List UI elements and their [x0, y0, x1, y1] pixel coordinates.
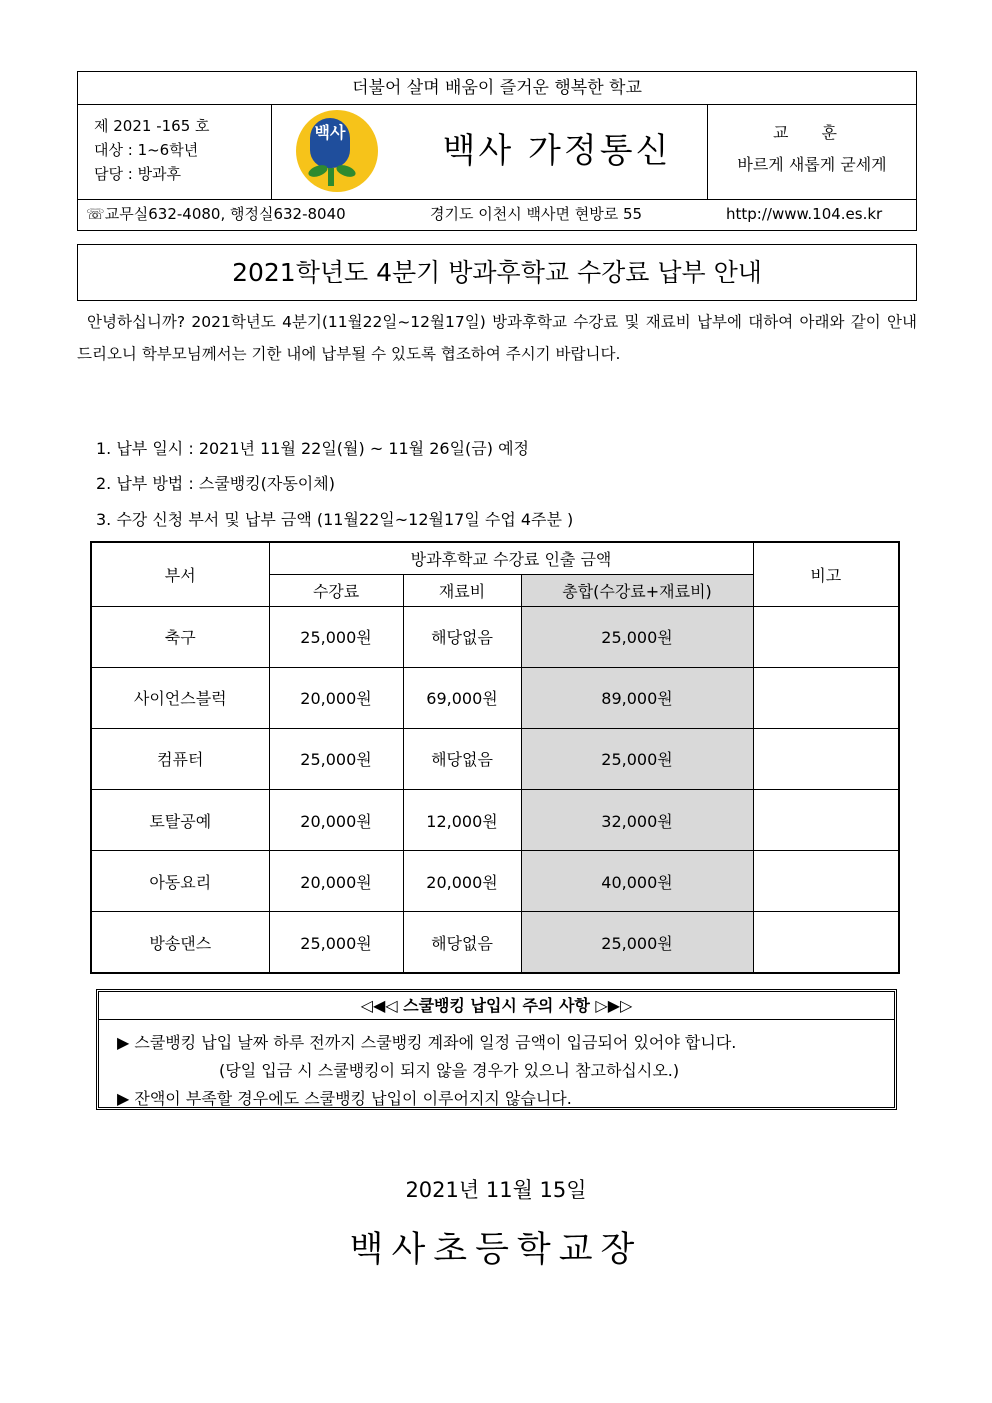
- motto-value: 바르게 새롭게 굳세게: [737, 155, 887, 174]
- payment-amount-item: 3. 수강 신청 부서 및 납부 금액 (11월22일~12월17일 수업 4주분 ): [96, 510, 574, 529]
- cell-total: 32,000원: [521, 790, 753, 851]
- divider: [99, 1019, 894, 1020]
- leaf-icon: [335, 163, 357, 179]
- caution-note: (당일 입금 시 스쿨뱅킹이 되지 않을 경우가 있으니 참고하십시오.): [219, 1061, 680, 1080]
- header-note: 비고: [753, 542, 899, 606]
- cell-total: 25,000원: [521, 728, 753, 789]
- school-url[interactable]: http://www.104.es.kr: [726, 205, 883, 223]
- contact-row: [78, 199, 916, 230]
- payment-method-item: 2. 납부 방법 : 스쿨뱅킹(자동이체): [96, 474, 335, 493]
- table-row: [91, 790, 899, 851]
- logo-text: 백사: [314, 123, 346, 142]
- cell-material: 69,000원: [403, 667, 521, 728]
- issue-date: 2021년 11월 15일: [405, 1178, 587, 1202]
- cell-total: 25,000원: [521, 912, 753, 973]
- school-motto: [708, 104, 916, 199]
- issue-info: [78, 104, 272, 199]
- cell-note: [753, 912, 899, 973]
- cell-dept: 컴퓨터: [91, 728, 269, 789]
- cell-total: 89,000원: [521, 667, 753, 728]
- issue-number: 제 2021 -165 호: [94, 117, 210, 135]
- intro-paragraph: 안녕하십니까? 2021학년도 4분기(11월22일~12월17일) 방과후학교 수강료 및 재료비 납부에 대하여 아래와 같이 안내 드리오니 학부모님께서는 기한 내에 납부될 수 있도록 협조하여 주시기 바랍니다.: [77, 313, 917, 363]
- cell-note: [753, 606, 899, 667]
- school-slogan: 더불어 살며 배움이 즐거운 행복한 학교: [78, 72, 916, 105]
- cell-fee: 20,000원: [269, 667, 403, 728]
- table-row: [91, 851, 899, 912]
- caution-item: ▶ 잔액이 부족할 경우에도 스쿨뱅킹 납입이 이루어지지 않습니다.: [117, 1089, 572, 1108]
- caution-item: ▶ 스쿨뱅킹 납입 날짜 하루 전까지 스쿨뱅킹 계좌에 일정 금액이 입금되어 있어야 합니다.: [117, 1033, 737, 1052]
- cell-material: 12,000원: [403, 790, 521, 851]
- header-group: 방과후학교 수강료 인출 금액: [269, 542, 753, 574]
- cell-material: 20,000원: [403, 851, 521, 912]
- cell-note: [753, 790, 899, 851]
- cell-fee: 25,000원: [269, 728, 403, 789]
- header-total: 총합(수강료+재료비): [521, 574, 753, 606]
- payment-date-item: 1. 납부 일시 : 2021년 11월 22일(월) ~ 11월 26일(금) 예정: [96, 439, 529, 458]
- header-dept: 부서: [91, 542, 269, 606]
- table-row: [91, 606, 899, 667]
- motto-label: 교 훈: [773, 123, 851, 142]
- cell-fee: 25,000원: [269, 606, 403, 667]
- cell-dept: 아동요리: [91, 851, 269, 912]
- fee-table: [90, 541, 900, 974]
- cell-fee: 25,000원: [269, 912, 403, 973]
- cell-total: 25,000원: [521, 606, 753, 667]
- cell-dept: 토탈공예: [91, 790, 269, 851]
- leaf-icon: [307, 163, 329, 179]
- table-row: [91, 667, 899, 728]
- school-logo-icon: [296, 110, 378, 192]
- document-title: 2021학년도 4분기 방과후학교 수강료 납부 안내: [77, 244, 917, 301]
- contact-person: 담당 : 방과후: [94, 165, 182, 183]
- caution-title: ◁◀◁ 스쿨뱅킹 납입시 주의 사항 ▷▶▷: [360, 996, 633, 1015]
- logo-title-cell: [272, 104, 708, 199]
- cell-material: 해당없음: [403, 912, 521, 973]
- cell-material: 해당없음: [403, 728, 521, 789]
- cell-total: 40,000원: [521, 851, 753, 912]
- cell-material: 해당없음: [403, 606, 521, 667]
- newsletter-header: [77, 71, 917, 231]
- school-address: 경기도 이천시 백사면 현방로 55: [430, 205, 643, 223]
- table-row: [91, 912, 899, 973]
- cell-dept: 축구: [91, 606, 269, 667]
- cell-dept: 방송댄스: [91, 912, 269, 973]
- cell-fee: 20,000원: [269, 851, 403, 912]
- phone-numbers: ☏교무실632-4080, 행정실632-8040: [86, 205, 346, 223]
- cell-fee: 20,000원: [269, 790, 403, 851]
- header-fee: 수강료: [269, 574, 403, 606]
- cell-note: [753, 728, 899, 789]
- newsletter-title: 백사 가정통신: [442, 131, 672, 171]
- caution-box: [96, 989, 897, 1110]
- audience: 대상 : 1~6학년: [94, 141, 199, 159]
- stem-icon: [328, 168, 334, 186]
- header-main-row: [78, 104, 916, 200]
- cell-dept: 사이언스블럭: [91, 667, 269, 728]
- table-row: [91, 728, 899, 789]
- header-material: 재료비: [403, 574, 521, 606]
- cell-note: [753, 851, 899, 912]
- logo-emblem: [310, 118, 350, 168]
- cell-note: [753, 667, 899, 728]
- principal-signature: 백사초등학교장: [349, 1230, 643, 1270]
